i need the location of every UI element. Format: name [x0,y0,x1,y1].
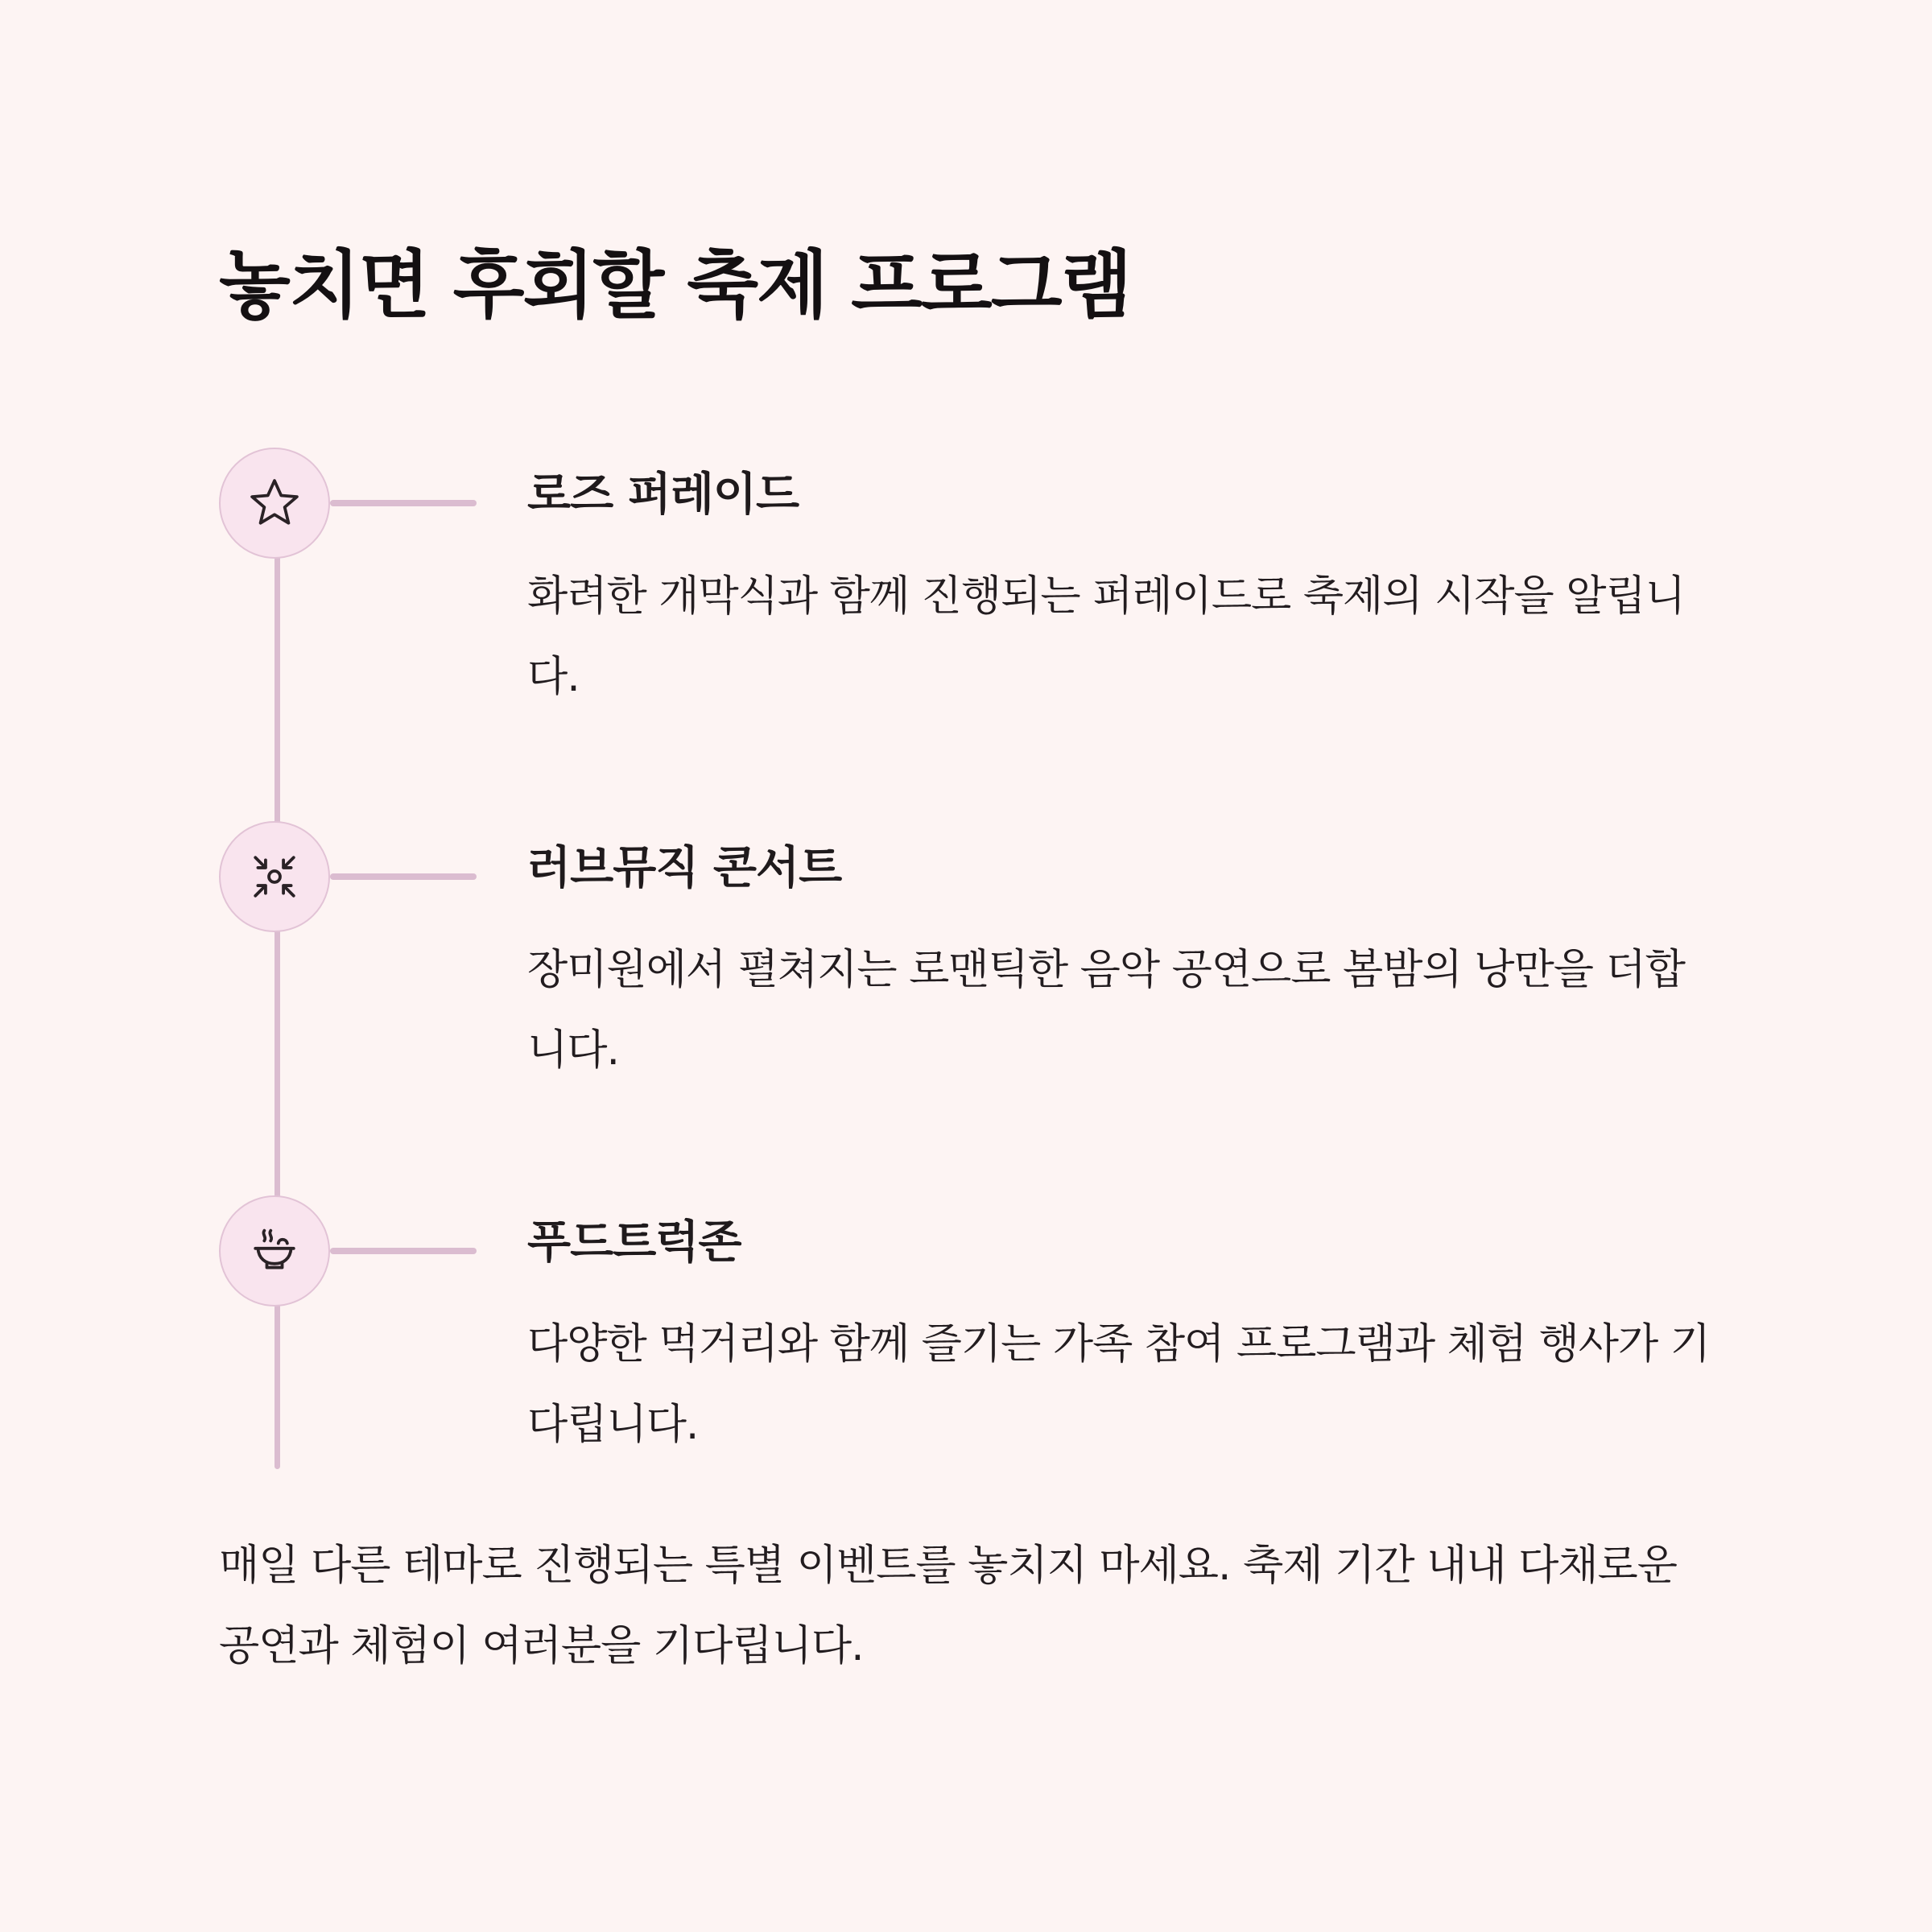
steaming-bowl-icon [219,1195,330,1307]
converge-arrows-icon [219,821,330,932]
program-description: 화려한 개막식과 함께 진행되는 퍼레이드로 축제의 시작을 알립니다. [527,572,1685,701]
program-title: 로즈 퍼레이드 [527,469,799,521]
star-icon [219,448,330,559]
program-description: 다양한 먹거리와 함께 즐기는 가족 참여 프로그램과 체험 행사가 기다립니다. [527,1320,1711,1449]
page-title: 놓치면 후회할 축제 프로그램 [219,242,1131,328]
timeline-connector [330,500,477,506]
timeline-connector [330,873,477,880]
footer-text: 매일 다른 테마로 진행되는 특별 이벤트를 놓치지 마세요. 축제 기간 내내 다채로운 공연과 체험이 여러분을 기다립니다. [219,1542,1678,1670]
program-title: 푸드트럭존 [527,1216,741,1269]
program-description: 장미원에서 펼쳐지는 로맨틱한 음악 공연으로 봄밤의 낭만을 더합니다. [527,946,1685,1075]
program-title: 러브뮤직 콘서트 [527,842,842,894]
timeline-connector [330,1248,477,1254]
timeline-line [275,503,280,1469]
